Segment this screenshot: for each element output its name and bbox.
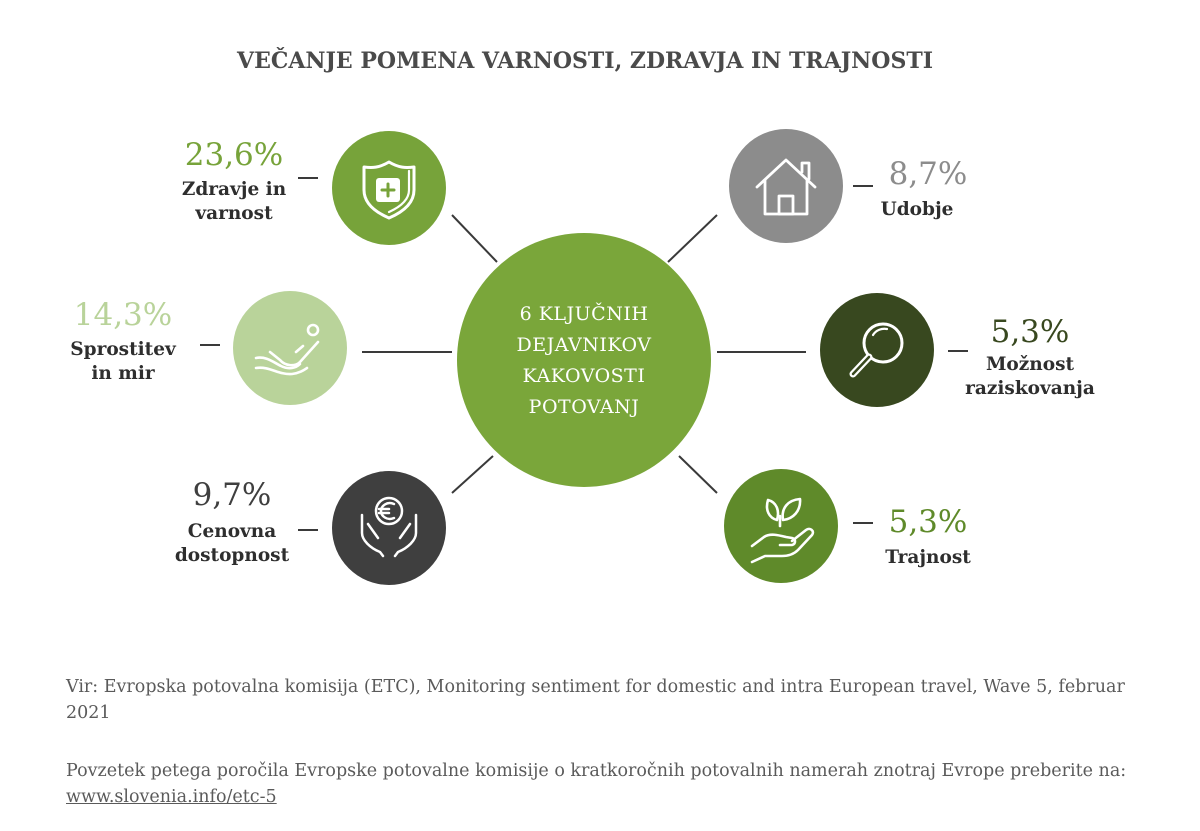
factor-percent-explore: 5,3% bbox=[990, 314, 1070, 350]
factor-sustainability bbox=[724, 469, 971, 583]
factor-label-explore-1: Možnost bbox=[985, 354, 1075, 375]
center-line-4: POTOVANJ bbox=[528, 396, 640, 418]
connector-comfort bbox=[668, 215, 717, 262]
center-line-1: 6 KLJUČNIH bbox=[519, 303, 649, 325]
connector-sustain bbox=[679, 456, 717, 493]
factor-label-price-1: Cenovna bbox=[187, 521, 277, 542]
factor-label-health-2: varnost bbox=[195, 203, 273, 224]
connector-price bbox=[452, 456, 493, 493]
summary-note bbox=[66, 758, 1166, 810]
factor-price bbox=[175, 471, 446, 585]
connector-health bbox=[452, 215, 497, 262]
factor-health-safety bbox=[182, 131, 446, 245]
factor-label-health-1: Zdravje in bbox=[181, 179, 287, 200]
factor-circle-relax bbox=[233, 291, 347, 405]
diagram-title: VEČANJE POMENA VARNOSTI, ZDRAVJA IN TRAJNOSTI bbox=[237, 48, 933, 74]
summary-text: Povzetek petega poročila Evropske potovalne komisije o kratkoročnih potovalnih namerah znotraj Evrope preberite na: bbox=[66, 761, 1127, 781]
factor-label-relax-1: Sprostitev bbox=[70, 339, 176, 360]
factor-label-sustain-1: Trajnost bbox=[885, 547, 971, 568]
factor-circle-price bbox=[332, 471, 446, 585]
factor-label-comfort-1: Udobje bbox=[880, 199, 954, 220]
factor-relaxation bbox=[70, 291, 347, 405]
factor-label-explore-2: raziskovanja bbox=[965, 378, 1095, 399]
factor-percent-relax: 14,3% bbox=[73, 297, 173, 333]
factor-circle-comfort bbox=[729, 129, 843, 243]
center-line-3: KAKOVOSTI bbox=[522, 365, 646, 387]
factor-percent-sustain: 5,3% bbox=[888, 504, 968, 540]
factor-percent-price: 9,7% bbox=[192, 477, 272, 513]
factor-circle-explore bbox=[820, 293, 934, 407]
factor-label-price-2: dostopnost bbox=[174, 545, 290, 566]
factor-percent-health: 23,6% bbox=[184, 137, 284, 173]
factor-comfort bbox=[729, 129, 967, 243]
center-node bbox=[457, 233, 711, 487]
factor-percent-comfort: 8,7% bbox=[888, 156, 968, 192]
center-line-2: DEJAVNIKOV bbox=[516, 334, 652, 356]
source-link[interactable]: www.slovenia.info/etc-5 bbox=[66, 787, 277, 807]
center-circle bbox=[457, 233, 711, 487]
factor-label-relax-2: in mir bbox=[91, 363, 155, 384]
source-citation: Vir: Evropska potovalna komisija (ETC), Monitoring sentiment for domestic and intra European travel, Wave 5, februar 2021 bbox=[66, 677, 1125, 723]
